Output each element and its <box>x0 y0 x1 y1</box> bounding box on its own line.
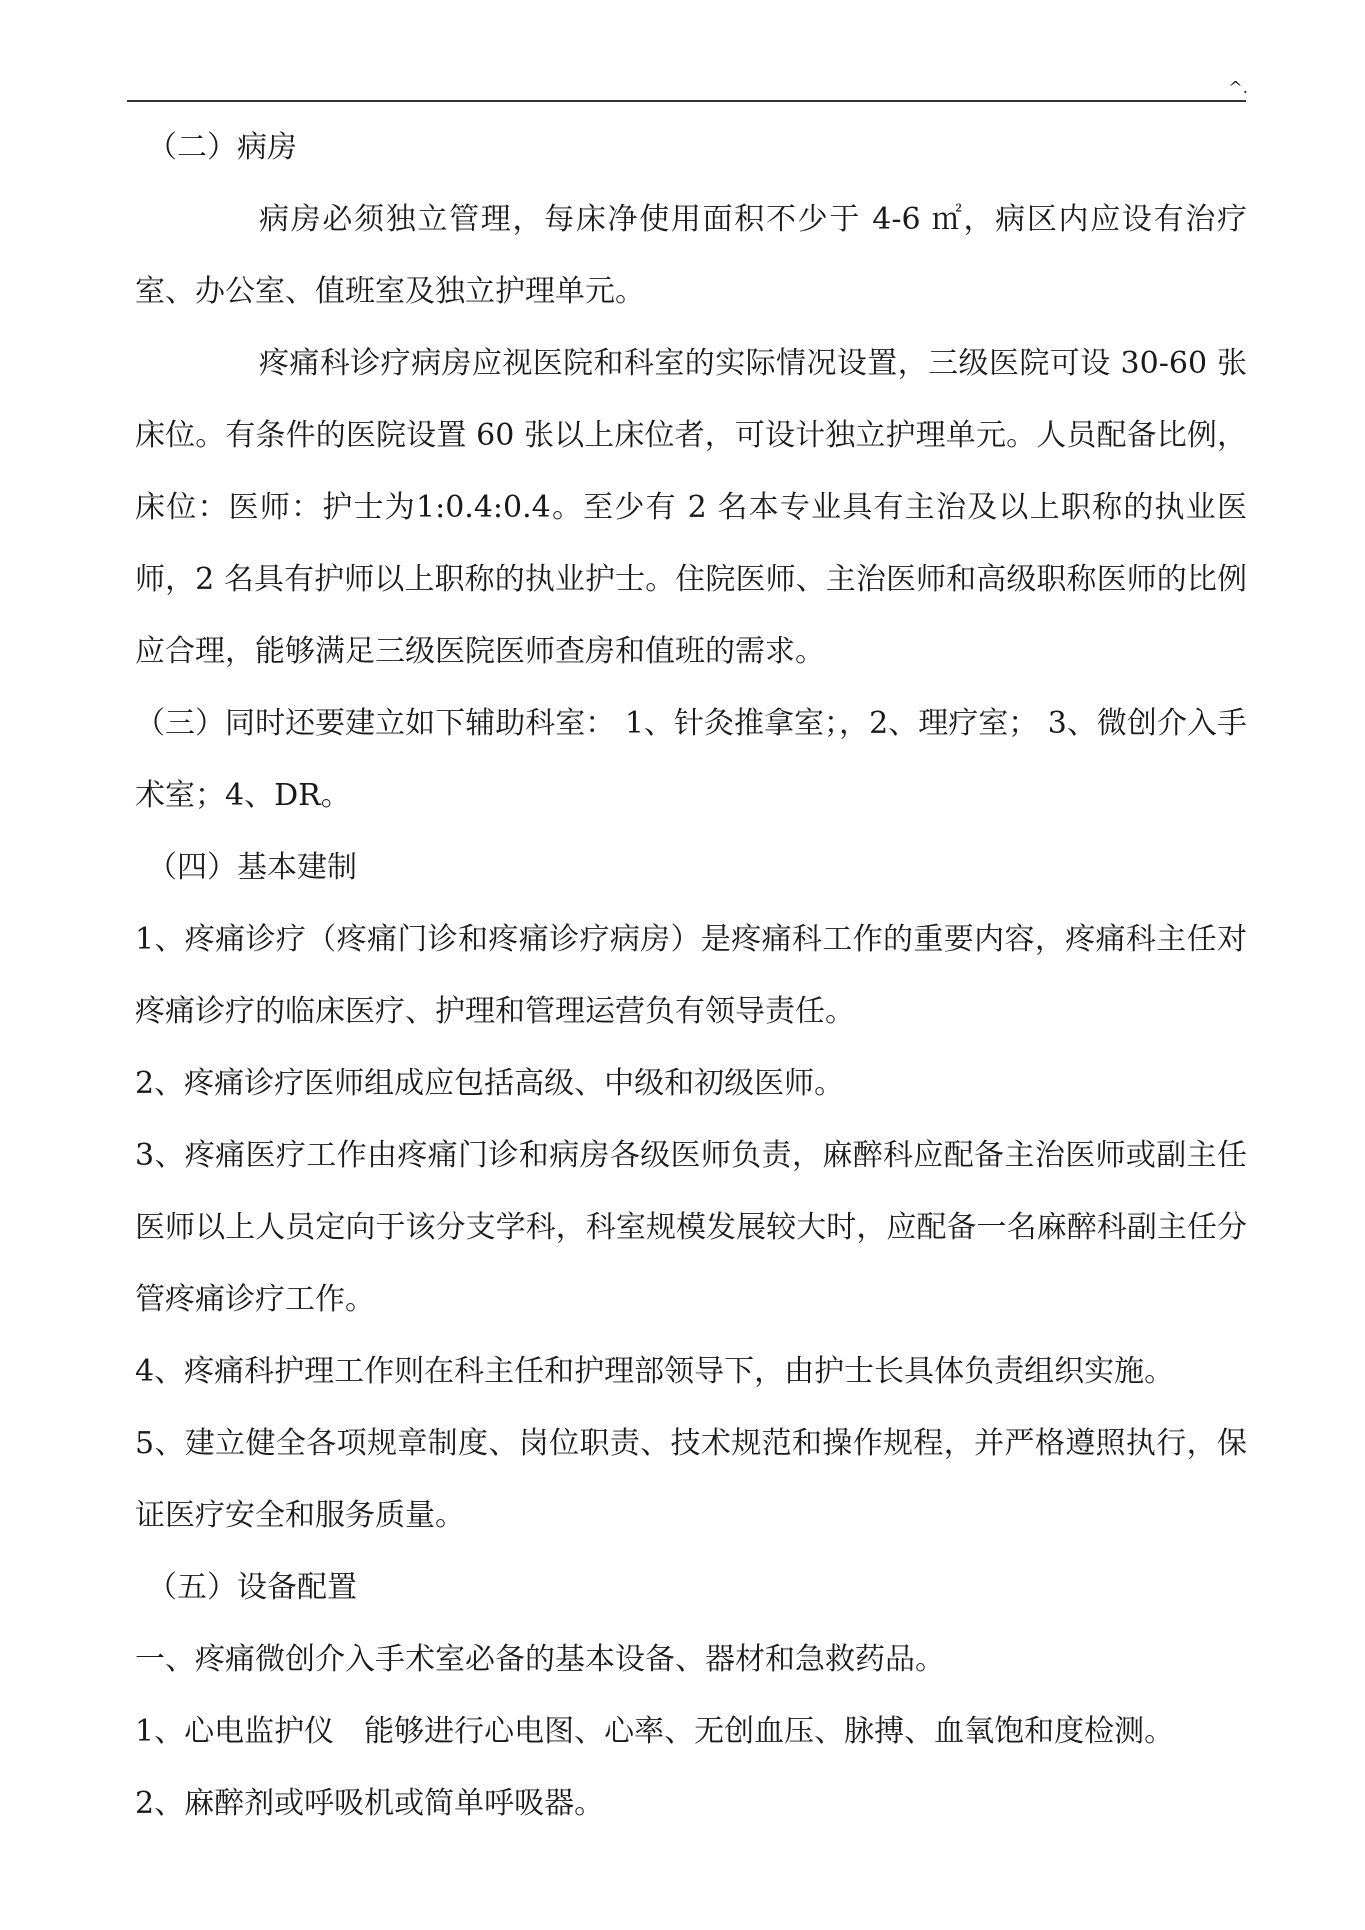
section-heading-organization: （四）基本建制 <box>147 850 357 885</box>
equipment-item-1: 1、心电监护仪 能够进行心电图、心率、无创血压、脉搏、血氧饱和度检测。 <box>135 1714 1175 1749</box>
list-item-3: 3、疼痛医疗工作由疼痛门诊和病房各级医师负责，麻醉科应配备主治医师或副主任医师以上人员定向于该分支学科，科室规模发展较大时，应配备一名麻醉科副主任分管疼痛诊疗工作。 <box>135 1138 1247 1317</box>
section-heading-ward: （二）病房 <box>147 130 297 165</box>
list-item-4: 4、疼痛科护理工作则在科主任和护理部领导下，由护士长具体负责组织实施。 <box>135 1354 1175 1389</box>
paragraph-ward-management: 病房必须独立管理，每床净使用面积不少于 4-6 ㎡，病区内应设有治疗室、办公室、值班室及独立护理单元。 <box>135 202 1247 309</box>
paragraph-equipment-intro: 一、疼痛微创介入手术室必备的基本设备、器材和急救药品。 <box>135 1642 945 1677</box>
paragraph-ward-setup: 疼痛科诊疗病房应视医院和科室的实际情况设置，三级医院可设 30-60 张床位。有条件的医院设置 60 张以上床位者，可设计独立护理单元。人员配备比例，床位：医师：护士为1:0.4:0.4。至少有 2 名本专业具有主治及以上职称的执业医师，2 名具有护师以上职称的执业护士。住院医师、主治医师和高级职称医师的比例应合理，能够满足三级医院医师查房和值班的需求。 <box>135 346 1247 669</box>
equipment-item-2: 2、麻醉剂或呼吸机或简单呼吸器。 <box>135 1786 605 1821</box>
header-mark: ^. <box>1228 78 1248 98</box>
section-heading-equipment: （五）设备配置 <box>147 1570 357 1605</box>
header-rule <box>127 100 1246 102</box>
document-body <box>135 112 1247 1840</box>
paragraph-auxiliary-rooms: （三）同时还要建立如下辅助科室： 1、针灸推拿室；，2、理疗室； 3、微创介入手术室；4、DR。 <box>135 706 1247 813</box>
list-item-5: 5、建立健全各项规章制度、岗位职责、技术规范和操作规程，并严格遵照执行，保证医疗安全和服务质量。 <box>135 1426 1247 1533</box>
list-item-1: 1、疼痛诊疗（疼痛门诊和疼痛诊疗病房）是疼痛科工作的重要内容，疼痛科主任对疼痛诊疗的临床医疗、护理和管理运营负有领导责任。 <box>135 922 1247 1029</box>
list-item-2: 2、疼痛诊疗医师组成应包括高级、中级和初级医师。 <box>135 1066 845 1101</box>
